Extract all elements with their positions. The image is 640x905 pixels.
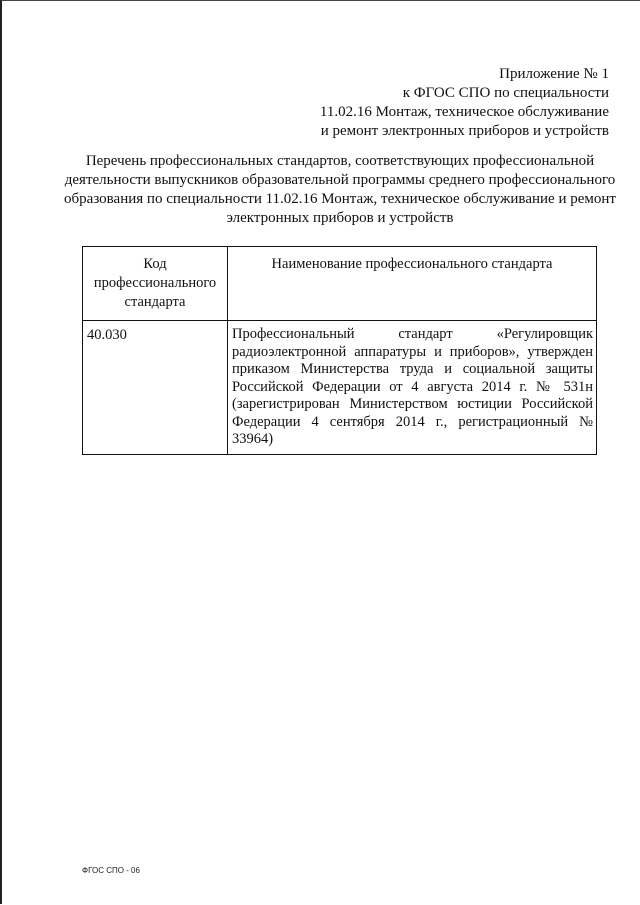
appendix-fgos-ref: к ФГОС СПО по специальности — [402, 85, 609, 101]
footer-mark: ФГОС СПО - 06 — [82, 866, 140, 875]
appendix-specialty-line2: и ремонт электронных приборов и устройств — [320, 123, 609, 139]
document-title: Перечень профессиональных стандартов, соответствующих профессиональной деятельности выпускников образовательной программы среднего профессионального образования по специальности 11.02.16 Монтаж, техническое обслуживание и ремонт электронных приборов и устройств — [64, 153, 616, 226]
standard-code: 40.030 — [83, 321, 228, 455]
standards-table — [82, 246, 597, 455]
header-name: Наименование профессионального стандарта — [228, 247, 597, 321]
table-header-row — [83, 247, 597, 321]
appendix-number: Приложение № 1 — [499, 66, 609, 82]
table-row — [83, 321, 597, 455]
standard-name: Профессиональный стандарт «Регулировщик радиоэлектронной аппаратуры и приборов», утвержден приказом Министерства труда и социальной защиты Российской Федерации от 4 августа 2014 г. № 531н (зарегистрирован Министерством юстиции Российской Федерации 4 сентября 2014 г., регистрационный № 33964) — [228, 321, 597, 455]
appendix-header — [320, 65, 609, 141]
appendix-specialty-line1: 11.02.16 Монтаж, техническое обслуживание — [319, 104, 609, 120]
header-code: Код профессионального стандарта — [83, 247, 228, 321]
